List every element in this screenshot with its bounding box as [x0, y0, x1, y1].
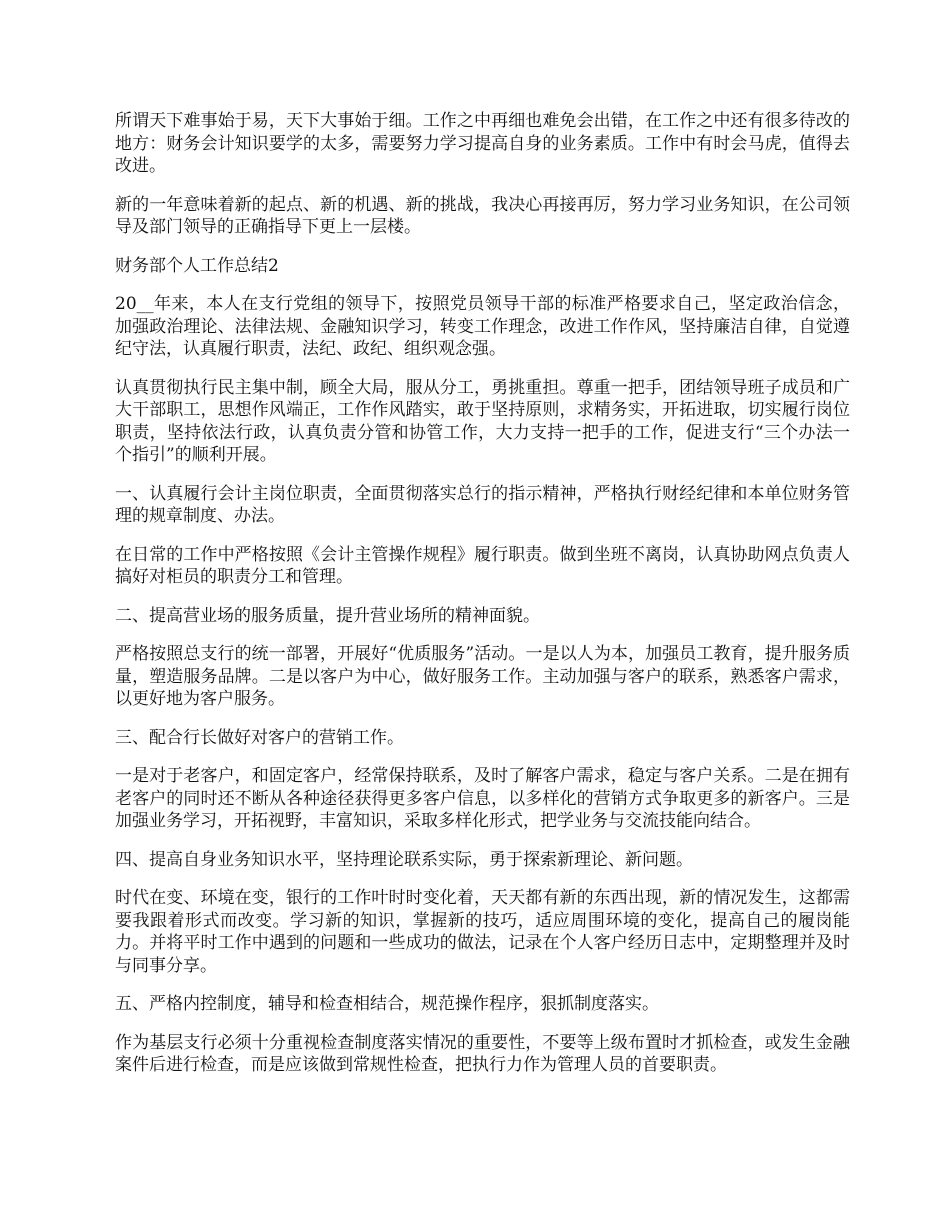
paragraph-1: 所谓天下难事始于易，天下大事始于细。工作之中再细也难免会出错，在工作之中还有很多待改的地方：财务会计知识要学的太多，需要努力学习提高自身的业务素质。工作中有时会马虎，值得去改进。: [115, 111, 850, 176]
heading-3: 三、配合行长做好对客户的营销工作。: [115, 727, 404, 748]
section-title: 财务部个人工作总结2: [115, 255, 279, 276]
paragraph-8: 时代在变、环境在变，银行的工作叶时时变化着，天天都有新的东西出现，新的情况发生，这都需要我跟着形式而改变。学习新的知识，掌握新的技巧，适应周围环境的变化，提高自己的履岗能力。并将平时工作中遇到的问题和一些成功的做法，记录在个人客户经历日志中，定期整理并及时与同事分享。: [115, 888, 850, 976]
paragraph-3: 20__年来，本人在支行党组的领导下，按照党员领导干部的标准严格要求自己，坚定政治信念，加强政治理论、法律法规、金融知识学习，转变工作理念，改进工作作风，坚持廉洁自律，自觉遵纪守法，认真履行职责，法纪、政纪、组织观念强。: [115, 294, 850, 359]
paragraph-5: 在日常的工作中严格按照《会计主管操作规程》履行职责。做到坐班不离岗，认真协助网点负责人搞好对柜员的职责分工和管理。: [115, 544, 850, 587]
heading-2: 二、提高营业场的服务质量，提升营业场所的精神面貌。: [115, 605, 540, 626]
paragraph-7: 一是对于老客户，和固定客户，经常保持联系，及时了解客户需求，稳定与客户关系。二是在拥有老客户的同时还不断从各种途径获得更多客户信息，以多样化的营销方式争取更多的新客户。三是加强业务学习，开拓视野，丰富知识，采取多样化形式，把学业务与交流技能向结合。: [115, 766, 850, 831]
heading-5: 五、严格内控制度，辅导和检查相结合，规范操作程序，狠抓制度落实。: [115, 994, 659, 1014]
paragraph-9: 作为基层支行必须十分重视检查制度落实情况的重要性，不要等上级布置时才抓检查，或发生金融案件后进行检查，而是应该做到常规性检查，把执行力作为管理人员的首要职责。: [115, 1032, 850, 1075]
paragraph-2: 新的一年意味着新的起点、新的机遇、新的挑战，我决心再接再厉，努力学习业务知识，在公司领导及部门领导的正确指导下更上一层楼。: [115, 194, 850, 237]
heading-1: 一、认真履行会计主岗位职责，全面贯彻落实总行的指示精神，严格执行财经纪律和本单位财务管理的规章制度、办法。: [115, 483, 850, 526]
document-body: [115, 110, 850, 1093]
paragraph-6: 严格按照总支行的统一部署，开展好“优质服务”活动。一是以人为本，加强员工教育，提升服务质量，塑造服务品牌。二是以客户为中心，做好服务工作。主动加强与客户的联系，熟悉客户需求，以更好地为客户服务。: [115, 644, 850, 709]
heading-4: 四、提高自身业务知识水平，坚持理论联系实际，勇于探索新理论、新问题。: [115, 849, 693, 870]
paragraph-4: 认真贯彻执行民主集中制，顾全大局，服从分工，勇挑重担。尊重一把手，团结领导班子成员和广大干部职工，思想作风端正，工作作风踏实，敢于坚持原则，求精务实，开拓进取，切实履行岗位职责，坚持依法行政，认真负责分管和协管工作，大力支持一把手的工作，促进支行“三个办法一个指引”的顺利开展。: [115, 377, 850, 465]
